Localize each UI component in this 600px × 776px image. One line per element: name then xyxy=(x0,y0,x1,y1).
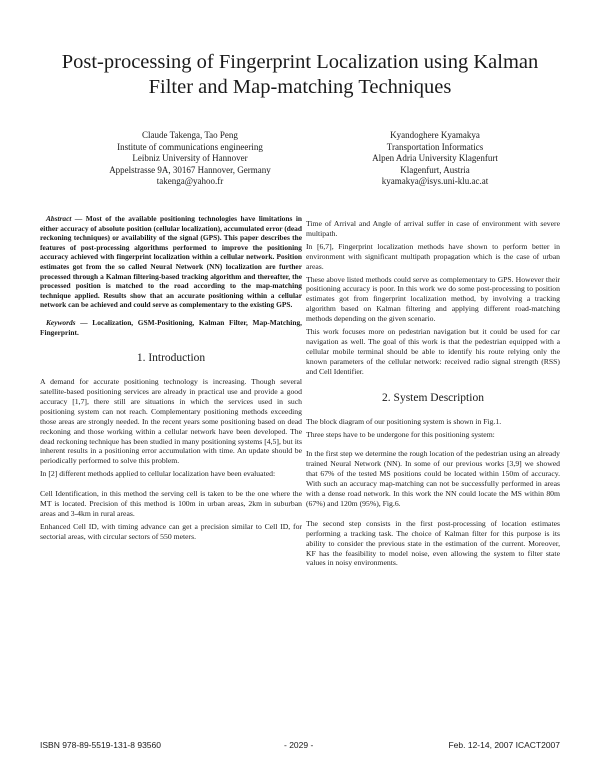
author-department: Transportation Informatics xyxy=(386,141,484,152)
left-column xyxy=(40,214,302,545)
paragraph: A demand for accurate positioning technology is increasing. Though several satellite-based positioning services are already in practical use and provide a good accuracy [1,7], there still are situations in which the services used in such positioning system can not reach. Complementary positioning methods exceeding those areas are strongly needed. In the recent years some positioning based on dead reckoning and those working within a cellular network have been developed. The dead reckoning technique has been studied in many positioning systems [4,5], but its inherent results in a positioning error accumulation with time. An update should be periodically performed to solve this problem. xyxy=(40,377,302,466)
author-block-left xyxy=(80,130,300,188)
keywords-text: Localization, GSM-Positioning, Kalman Filter, Map-Matching, Fingerprint. xyxy=(40,317,302,337)
author-address: Appelstrasse 9A, 30167 Hannover, Germany xyxy=(109,164,271,175)
abstract xyxy=(40,214,302,310)
footer-conference: Feb. 12-14, 2007 ICACT2007 xyxy=(448,740,560,750)
paragraph: In the first step we determine the rough location of the pedestrian using an already trained Neural Network (NN). In some of our previous works [3,9] we showed that 67% of the tested MS positions could be located within 150m of accuracy. With such an accuracy map-matching can not be successfully performed in areas with a dense road network. In this work the NN could locate the MS within 80m (67%) and 120m (95%), Fig.6. xyxy=(306,449,560,508)
author-address: Klagenfurt, Austria xyxy=(400,164,470,175)
author-name: Claude Takenga, Tao Peng xyxy=(142,130,238,140)
footer-isbn: ISBN 978-89-5519-131-8 93560 xyxy=(40,740,161,750)
author-university: Leibniz University of Hannover xyxy=(132,153,248,164)
paragraph: The second step consists in the first post-processing of location estimates performing a tracking task. The choice of Kalman filter for this purpose is its ability to consider the previous state in the estimation of the current. Moreover, KF has the feasibility to model noise, even allowing the system to filter state values in noisy environments. xyxy=(306,518,560,568)
paragraph: In [2] different methods applied to cellular localization have been evaluated: xyxy=(40,469,276,479)
author-email: takenga@yahoo.fr xyxy=(156,176,224,187)
paragraph: The block diagram of our positioning system is shown in Fig.1. xyxy=(306,416,502,426)
paragraph: In [6,7], Fingerprint localization methods have shown to perform better in environment with significant multipath propagation which is the case of urban areas. xyxy=(306,241,560,271)
paragraph: Enhanced Cell ID, with timing advance can get a precision similar to Cell ID, for sectorial areas, with circular sectors of 550 meters. xyxy=(40,521,302,541)
author-block-right xyxy=(330,130,540,188)
paragraph: Three steps have to be undergone for this positioning system: xyxy=(306,429,495,439)
section-heading-system-description: 2. System Description xyxy=(382,391,484,404)
page-footer xyxy=(40,740,560,752)
footer-page-number: - 2029 - xyxy=(284,740,314,750)
paragraph: Cell Identification, in this method the serving cell is taken to be the one where the MT is located. Precision of this method is 100m in urban areas, 2km in suburban areas and 3-4km in rural areas. xyxy=(40,489,302,518)
keywords-label: Keywords — xyxy=(46,317,88,327)
abstract-label: Abstract — xyxy=(46,214,83,223)
right-column xyxy=(306,219,560,571)
author-name: Kyandoghere Kyamakya xyxy=(390,130,480,140)
author-department: Institute of communications engineering xyxy=(117,141,263,152)
paragraph: Time of Arrival and Angle of arrival suffer in case of environment with severe multipath. xyxy=(306,219,560,238)
paragraph: This work focuses more on pedestrian navigation but it could be used for car navigation as well. The goal of this work is that the pedestrian equipped with a cellular mobile terminal should be able to identify his route relying only the known parameters of the cellular network: received radio signal strength (RSS) and Cell Identifier. xyxy=(306,327,560,376)
section-heading-introduction: 1. Introduction xyxy=(136,352,206,365)
keywords xyxy=(40,318,302,337)
author-email: kyamakya@isys.uni-klu.ac.at xyxy=(381,176,489,187)
abstract-text: Most of the available positioning technologies have limitations in either accuracy of absolute position (cellular localization), accumulated error (dead reckoning techniques) or availability of the signal (GPS). This paper describes the features of post-processing algorithms performed to improve the positioning accuracy achieved with fingerprint localization within a cellular network. Position estimates got from the so called Neural Network (NN) localization are further processed through a Kalman filtering-based tracking algorithm and thereafter, the processed position is matched to the road according to the map-matching technique applied. Results show that an accurate positioning within a cellular network can be achieved and could serve as complementary to the existing GPS. xyxy=(40,214,302,310)
author-university: Alpen Adria University Klagenfurt xyxy=(372,153,498,164)
paper-title: Post-processing of Fingerprint Localization using Kalman Filter and Map-matching Techniques xyxy=(61,51,539,98)
paragraph: These above listed methods could serve as complementary to GPS. However their positioning accuracy is poor. In this work we do some post-processing to position estimates got from fingerprint localization method, by involving a tracking algorithm based on Kalman filtering and applying different road-matching methods depending on the given scenario. xyxy=(306,274,560,324)
